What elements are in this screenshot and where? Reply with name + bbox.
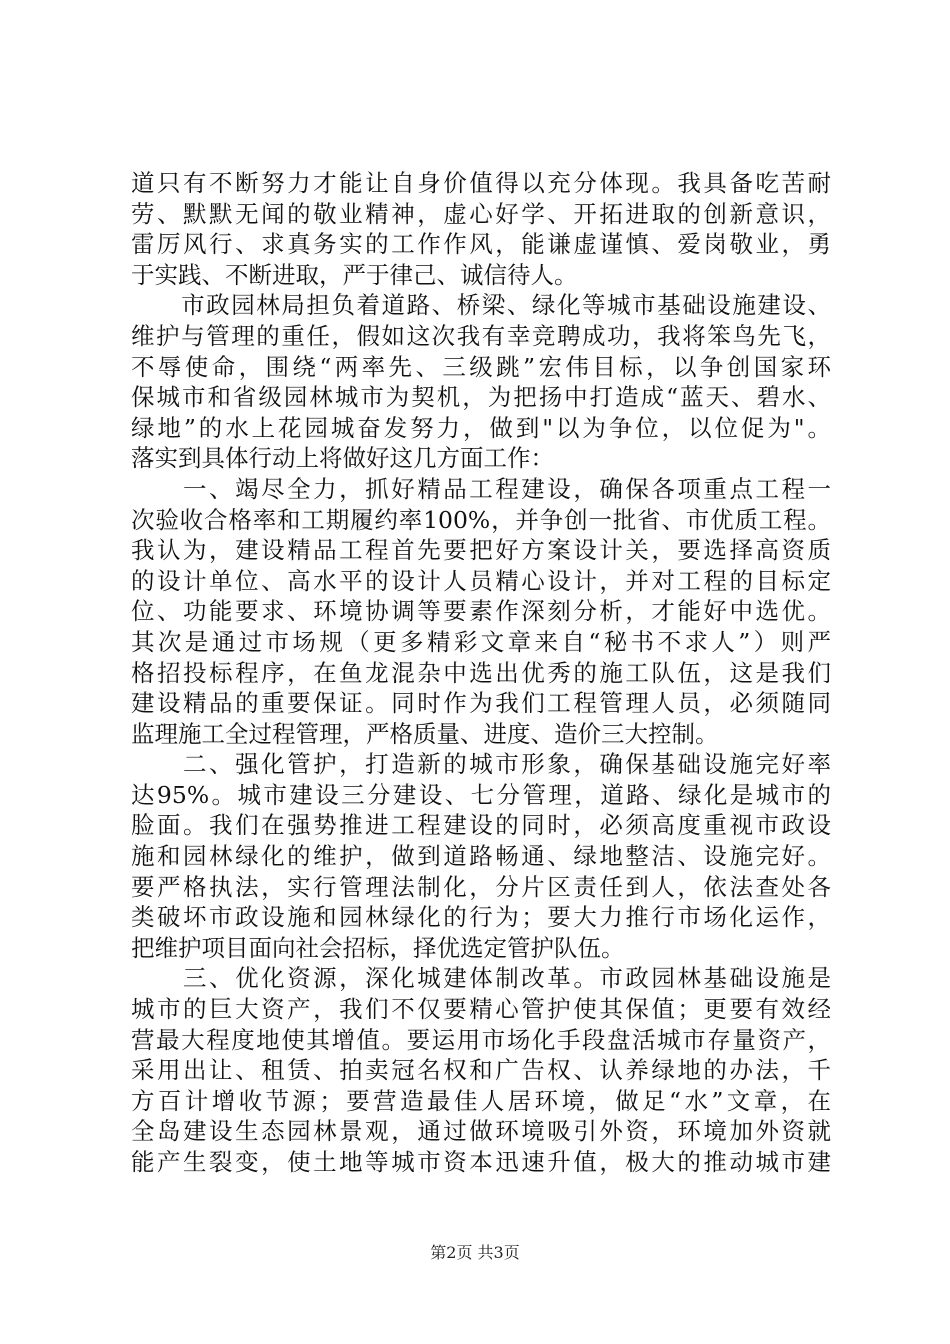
text-line: 道只有不断努力才能让自身价值得以充分体现。我具备吃苦耐 — [131, 169, 831, 197]
text-line: 脸面。我们在强势推进工程建设的同时，必须高度重视市政设 — [131, 811, 831, 840]
text-line: 施和园林绿化的维护，做到道路畅通、绿地整洁、设施完好。 — [131, 842, 831, 871]
text-line: 能产生裂变，使土地等城市资本迅速升值，极大的推动城市建 — [131, 1148, 831, 1176]
text-line: 格招投标程序，在鱼龙混杂中选出优秀的施工队伍，这是我们 — [131, 658, 831, 687]
text-line: 三、优化资源，深化城建体制改革。市政园林基础设施是 — [131, 964, 831, 993]
text-line: 二、强化管护，打造新的城市形象，确保基础设施完好率 — [131, 750, 831, 779]
text-line: 市政园林局担负着道路、桥梁、绿化等城市基础设施建设、 — [131, 291, 831, 320]
text-line: 要严格执法，实行管理法制化，分片区责任到人，依法查处各 — [131, 872, 831, 901]
text-line: 绿地”的水上花园城奋发努力，做到"以为争位，以位促为"。 — [131, 413, 831, 442]
text-line: 全岛建设生态园林景观，通过做环境吸引外资，环境加外资就 — [131, 1117, 831, 1146]
text-line: 雷厉风行、求真务实的工作作风，能谦虚谨慎、爱岗敬业，勇 — [131, 230, 831, 259]
page-footer: 第2页 共3页 — [430, 1243, 520, 1262]
text-line: 位、功能要求、环境协调等要素作深刻分析，才能好中选优。 — [131, 597, 831, 626]
text-line: 采用出让、租赁、拍卖冠名权和广告权、认养绿地的办法，千 — [131, 1056, 831, 1085]
text-line: 一、竭尽全力，抓好精品工程建设，确保各项重点工程一 — [131, 474, 831, 503]
text-line: 达95%。城市建设三分建设、七分管理，道路、绿化是城市的 — [131, 780, 831, 809]
text-line: 把维护项目面向社会招标，择优选定管护队伍。 — [131, 933, 625, 962]
text-line: 次验收合格率和工期履约率100%，并争创一批省、市优质工程。 — [131, 505, 831, 534]
text-line: 营最大程度地使其增值。要运用市场化手段盘活城市存量资产， — [131, 1025, 831, 1054]
text-line: 的设计单位、高水平的设计人员精心设计，并对工程的目标定 — [131, 566, 831, 595]
text-line: 其次是通过市场规（更多精彩文章来自“秘书不求人”）则严 — [131, 627, 831, 656]
document-body — [131, 168, 831, 1178]
text-line: 方百计增收节源；要营造最佳人居环境，做足“水”文章，在 — [131, 1086, 831, 1115]
text-line: 维护与管理的重任，假如这次我有幸竞聘成功，我将笨鸟先飞， — [131, 321, 831, 350]
text-line: 我认为，建设精品工程首先要把好方案设计关，要选择高资质 — [131, 536, 831, 565]
text-line: 不辱使命，围绕“两率先、三级跳”宏伟目标，以争创国家环 — [131, 352, 831, 381]
text-line: 落实到具体行动上将做好这几方面工作： — [131, 444, 554, 473]
text-line: 建设精品的重要保证。同时作为我们工程管理人员，必须随同 — [131, 689, 831, 718]
text-line: 城市的巨大资产，我们不仅要精心管护使其保值；更要有效经 — [131, 995, 831, 1024]
text-line: 类破坏市政设施和园林绿化的行为；要大力推行市场化运作， — [131, 903, 831, 932]
text-line: 劳、默默无闻的敬业精神，虚心好学、开拓进取的创新意识， — [131, 199, 831, 228]
text-line: 监理施工全过程管理，严格质量、进度、造价三大控制。 — [131, 719, 719, 748]
text-line: 保城市和省级园林城市为契机，为把扬中打造成“蓝天、碧水、 — [131, 383, 831, 412]
text-line: 于实践、不断进取，严于律己、诚信待人。 — [131, 260, 578, 289]
